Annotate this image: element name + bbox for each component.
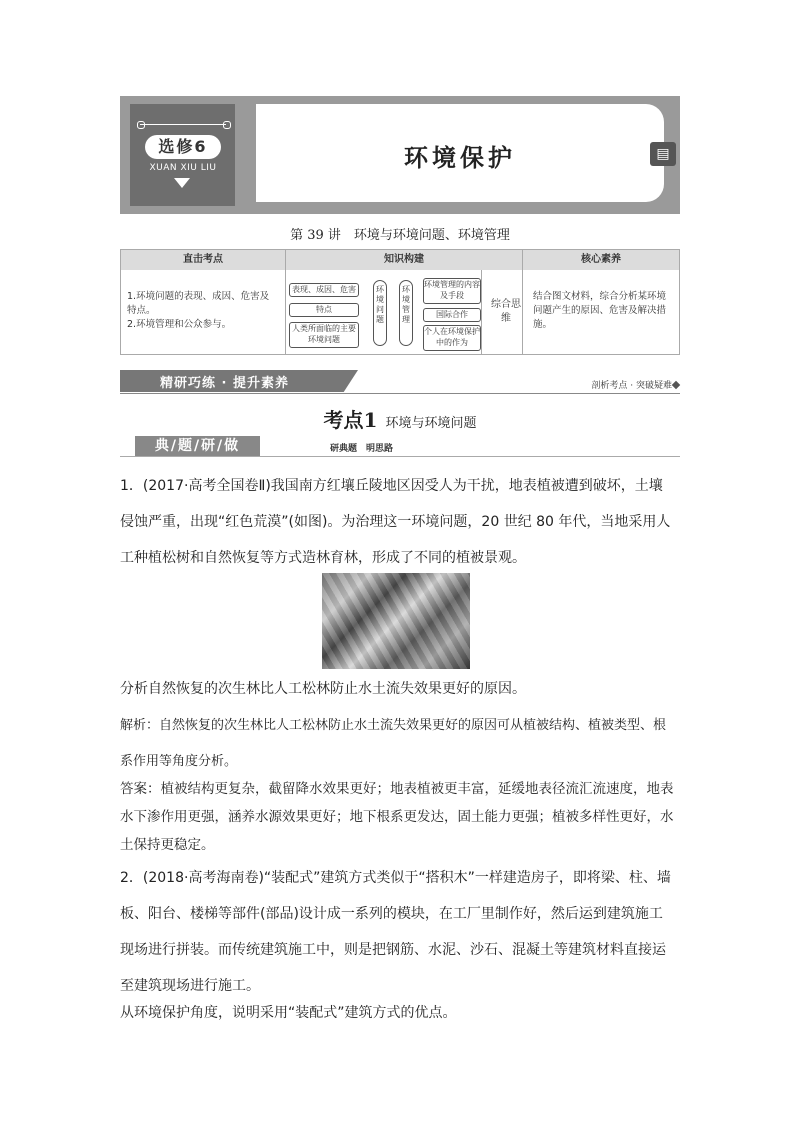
subsection-tag: 研典题 明思路 [330,444,394,454]
diagram-oval: 环境管理 [399,280,413,346]
question-1-analysis: 解析：自然恢复的次生林比人工松林防止水土流失效果更好的原因可从植被结构、植被类型、根系作用等角度分析。 [120,718,667,769]
question-2-stem: 2．(2018·高考海南卷)“装配式”建筑方式类似于“搭积木”一样建造房子，即将梁、柱、墙板、阳台、楼梯等部件(部品)设计成一系列的模块，在工厂里制作好，然后运到建筑施工现场进行拼装。而传统建筑施工中，则是把钢筋、水泥、沙石、混凝土等建筑材料直接运至建筑现场进行施工。 [120,870,671,994]
topic-title: 环境与环境问题 [385,416,477,431]
book-search-icon[interactable]: ▤ [650,142,676,166]
literacy-label: 综合思维 [491,299,521,324]
question-1-stem: 1．(2017·高考全国卷Ⅱ)我国南方红壤丘陵地区因受人为干扰，地表植被遭到破坏，土壤侵蚀严重，出现“红色荒漠”(如图)。为治理这一环境问题，20 世纪 80 年代，当地采用人工种植松树和自然恢复等方式造林育林，形成了不同的植被景观。 [120,478,671,566]
overview-table [120,249,680,355]
section-rule [120,393,680,394]
subsection-rule [120,456,680,457]
topic-heading [120,404,680,433]
overview-header-points: 直击考点 [121,250,285,270]
lecture-title: 第 39 讲 环境与环境问题、环境管理 [290,228,510,243]
photo-texture [322,573,470,669]
badge-label: 选修6 [145,135,221,159]
diamond-icon [672,381,680,389]
diagram-box: 特点 [289,303,359,317]
badge-triangle-icon [174,178,190,188]
badge-dot [137,121,145,129]
section-banner-text: 精研巧练 · 提升素养 [160,376,289,391]
column-divider [481,270,482,354]
subsection-label: 典/题/研/做 [135,436,260,456]
diagram-box: 个人在环境保护中的作为 [423,325,481,351]
question-2-prompt: 从环境保护角度，说明采用“装配式”建筑方式的优点。 [120,1005,457,1021]
diagram-oval: 环境问题 [373,280,387,346]
overview-header-literacy: 核心素养 [523,250,679,270]
literacy-text: 结合图文材料，综合分析某环境问题产生的原因、危害及解决措施。 [533,291,667,330]
overview-header-knowledge: 知识构建 [286,250,522,270]
badge-divider [140,124,226,125]
diagram-box: 人类所面临的主要环境问题 [289,322,359,348]
diagram-box: 国际合作 [423,308,481,322]
badge-dot [223,121,231,129]
chapter-title: 环境保护 [404,143,516,172]
diagram-box: 环境管理的内容及手段 [423,278,481,304]
column-divider [285,250,286,354]
section-right-text: 剖析考点 · 突破疑难 [591,381,672,391]
topic-number: 考点1 [323,408,378,432]
badge-subtitle: XUAN XIU LIU [149,163,217,173]
question-1-answer: 答案：植被结构更复杂，截留降水效果更好；地表植被更丰富，延缓地表径流汇流速度，地表水下渗作用更强，涵养水源效果更好；地下根系更发达，固土能力更强；植被多样性更好，水土保持更稳定。 [120,781,674,853]
question-1-prompt: 分析自然恢复的次生林比人工松林防止水土流失效果更好的原因。 [120,681,526,697]
diagram-box: 表现、成因、危害 [289,283,359,297]
exam-points-text: 1.环境问题的表现、成因、危害及特点。 2.环境管理和公众参与。 [127,291,270,330]
